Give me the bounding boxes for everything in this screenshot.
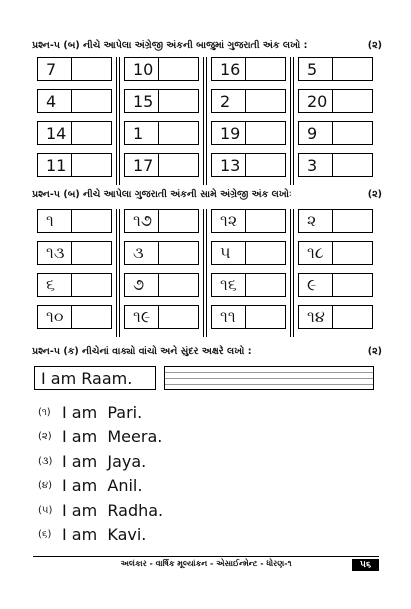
answer-box[interactable]: [159, 57, 200, 81]
given-number: ૧૬: [211, 273, 246, 297]
footer: [33, 556, 379, 571]
answer-box[interactable]: [246, 121, 287, 145]
sentence-marker: (૬): [38, 529, 52, 541]
given-number: 10: [124, 57, 159, 81]
sentence-item: [38, 425, 163, 450]
sentence-text: I am Pari.: [62, 402, 143, 422]
section-b-marks: (૨): [367, 188, 382, 200]
number-row: [37, 241, 112, 265]
answer-box[interactable]: [246, 241, 287, 265]
section-b-grid: [34, 209, 376, 337]
number-row: [37, 273, 112, 297]
answer-box[interactable]: [72, 153, 113, 177]
answer-box[interactable]: [159, 241, 200, 265]
number-row: [298, 305, 373, 329]
sentence-item: [38, 523, 163, 548]
given-number: 17: [124, 153, 159, 177]
given-number: 4: [37, 89, 72, 113]
section-a-heading: [32, 38, 382, 52]
answer-box[interactable]: [333, 305, 374, 329]
section-a-title: પ્રશ્ન-૫ (બ) નીચે આપેલા અંગ્રેજી અંકની બાજુમાં ગુજરાતી અંક લખો :: [32, 39, 308, 51]
number-column: [121, 209, 202, 337]
given-number: 15: [124, 89, 159, 113]
given-number: 7: [37, 57, 72, 81]
given-number: 1: [124, 121, 159, 145]
footer-text: અલંકાર - વાર્ષિક મૂલ્યાંકન - એસાઈન્મેન્ટ - ધોરણ-૧: [120, 559, 292, 568]
copy-example-row: [34, 366, 374, 390]
given-number: 20: [298, 89, 333, 113]
sentence-item: [38, 498, 163, 523]
number-row: [298, 153, 373, 177]
answer-box[interactable]: [333, 153, 374, 177]
given-number: ૧૯: [124, 305, 159, 329]
given-number: ૧: [37, 209, 72, 233]
answer-box[interactable]: [159, 273, 200, 297]
sentence-text: I am Kavi.: [62, 525, 147, 545]
sentence-marker: (૨): [38, 431, 52, 443]
answer-box[interactable]: [246, 209, 287, 233]
given-number: ૫: [211, 241, 246, 265]
sentence-text: I am Jaya.: [62, 451, 147, 471]
answer-box[interactable]: [159, 305, 200, 329]
answer-box[interactable]: [72, 305, 113, 329]
answer-box[interactable]: [72, 121, 113, 145]
section-c-marks: (૨): [367, 345, 382, 357]
sentence-text: I am Meera.: [62, 427, 163, 447]
given-number: ૬: [37, 273, 72, 297]
number-column: [121, 57, 202, 185]
number-row: [37, 89, 112, 113]
given-number: ૧૭: [124, 209, 159, 233]
sentence-marker: (૩): [38, 455, 53, 467]
answer-box[interactable]: [159, 153, 200, 177]
given-number: ૧૧: [211, 305, 246, 329]
example-sentence: I am Raam.: [34, 366, 156, 390]
sentence-item: [38, 474, 163, 499]
section-b-heading: [32, 187, 382, 201]
number-row: [124, 273, 199, 297]
section-c-heading: [32, 344, 382, 358]
number-column: [295, 209, 376, 337]
given-number: 11: [37, 153, 72, 177]
number-row: [124, 57, 199, 81]
answer-box[interactable]: [72, 209, 113, 233]
number-row: [298, 241, 373, 265]
given-number: ૧૮: [298, 241, 333, 265]
answer-box[interactable]: [72, 57, 113, 81]
section-a-marks: (૨): [367, 39, 382, 51]
handwriting-lines[interactable]: [164, 366, 374, 390]
number-row: [211, 89, 286, 113]
sentence-marker: (૫): [38, 504, 53, 516]
number-row: [298, 273, 373, 297]
number-row: [124, 305, 199, 329]
sentence-marker: (૧): [38, 406, 51, 418]
sentence-text: I am Anil.: [62, 476, 143, 496]
given-number: 13: [211, 153, 246, 177]
number-row: [298, 121, 373, 145]
number-column: [295, 57, 376, 185]
answer-box[interactable]: [246, 57, 287, 81]
answer-box[interactable]: [246, 305, 287, 329]
answer-box[interactable]: [333, 273, 374, 297]
answer-box[interactable]: [159, 121, 200, 145]
sentence-item: [38, 400, 163, 425]
given-number: 14: [37, 121, 72, 145]
number-column: [208, 57, 289, 185]
given-number: ૧૪: [298, 305, 333, 329]
number-row: [37, 153, 112, 177]
number-row: [124, 209, 199, 233]
answer-box[interactable]: [333, 89, 374, 113]
number-row: [211, 57, 286, 81]
number-row: [211, 305, 286, 329]
given-number: ૧૩: [37, 241, 72, 265]
answer-box[interactable]: [72, 89, 113, 113]
number-row: [124, 121, 199, 145]
page-number: ૫૬: [352, 559, 379, 571]
number-column: [208, 209, 289, 337]
answer-box[interactable]: [72, 273, 113, 297]
answer-box[interactable]: [333, 57, 374, 81]
given-number: 9: [298, 121, 333, 145]
section-b-title: પ્રશ્ન-૫ (બ) નીચે આપેલા ગુજરાતી અંકની સામે અંગ્રેજી અંક લખોઃ: [32, 188, 292, 200]
number-row: [211, 273, 286, 297]
given-number: ૯: [298, 273, 333, 297]
given-number: 16: [211, 57, 246, 81]
number-row: [37, 209, 112, 233]
section-a-grid: [34, 57, 376, 185]
given-number: ૩: [124, 241, 159, 265]
sentence-list: [38, 400, 163, 547]
number-row: [298, 57, 373, 81]
answer-box[interactable]: [246, 153, 287, 177]
answer-box[interactable]: [159, 89, 200, 113]
given-number: 5: [298, 57, 333, 81]
answer-box[interactable]: [333, 209, 374, 233]
number-row: [124, 241, 199, 265]
number-row: [37, 305, 112, 329]
sentence-item: [38, 449, 163, 474]
number-column: [34, 209, 115, 337]
given-number: 19: [211, 121, 246, 145]
given-number: 3: [298, 153, 333, 177]
number-row: [211, 121, 286, 145]
section-c-title: પ્રશ્ન-૫ (ક) નીચેનાં વાક્યો વાંચો અને સુંદર અક્ષરે લખો :: [32, 345, 252, 357]
number-row: [211, 153, 286, 177]
answer-box[interactable]: [333, 241, 374, 265]
number-row: [298, 89, 373, 113]
given-number: ૨: [298, 209, 333, 233]
number-row: [124, 153, 199, 177]
number-row: [37, 57, 112, 81]
number-column: [34, 57, 115, 185]
number-row: [211, 209, 286, 233]
answer-box[interactable]: [159, 209, 200, 233]
sentence-marker: (૪): [38, 480, 53, 492]
given-number: ૭: [124, 273, 159, 297]
given-number: 2: [211, 89, 246, 113]
answer-box[interactable]: [72, 241, 113, 265]
given-number: ૧૨: [211, 209, 246, 233]
number-row: [211, 241, 286, 265]
given-number: ૧૦: [37, 305, 72, 329]
answer-box[interactable]: [246, 273, 287, 297]
number-row: [124, 89, 199, 113]
number-row: [37, 121, 112, 145]
number-row: [298, 209, 373, 233]
sentence-text: I am Radha.: [62, 500, 164, 520]
answer-box[interactable]: [333, 121, 374, 145]
answer-box[interactable]: [246, 89, 287, 113]
